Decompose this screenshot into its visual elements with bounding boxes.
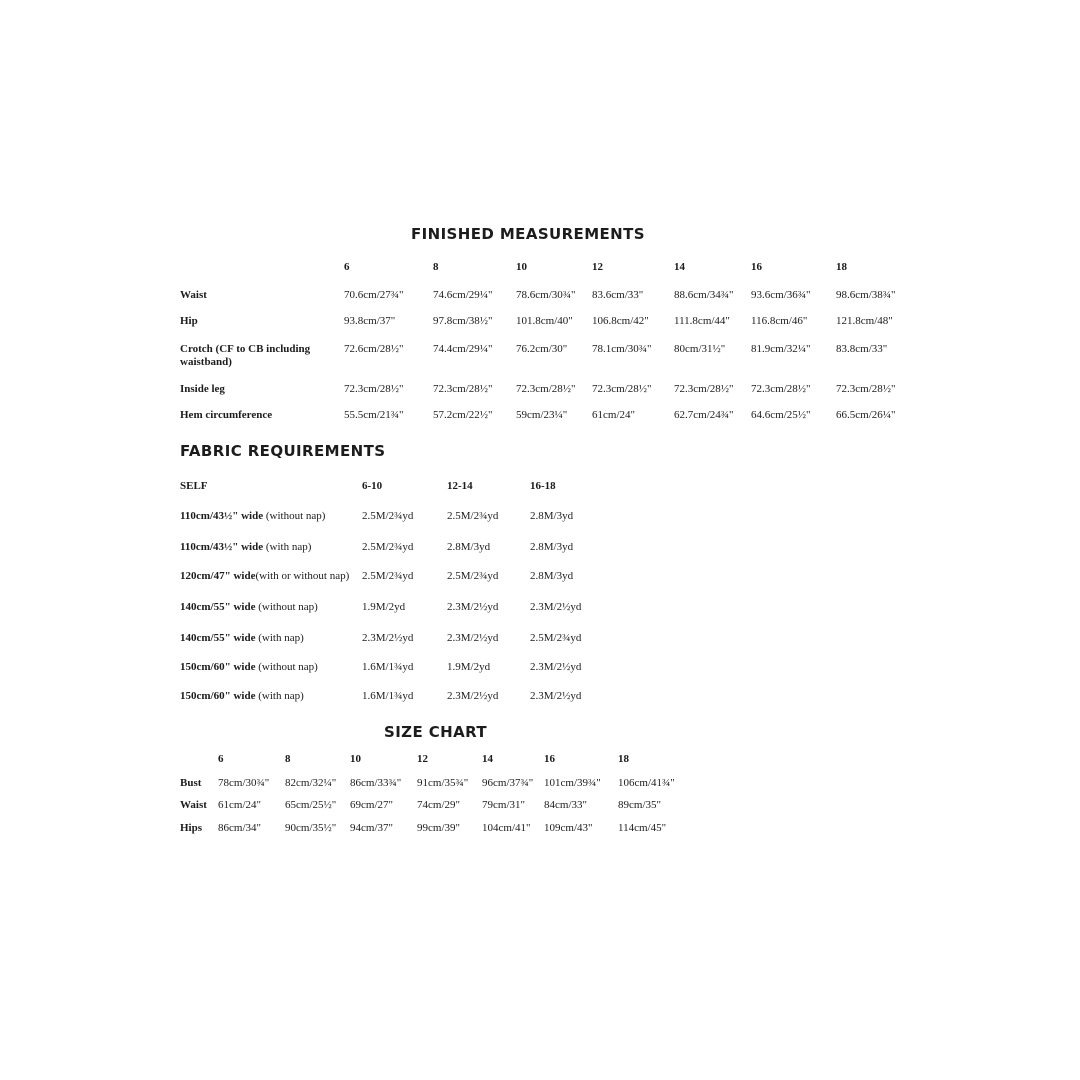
fr-row-label: [180, 632, 304, 645]
fr-cell: 2.8M/3yd: [447, 541, 491, 553]
fm-cell: 97.8cm/38½": [433, 315, 493, 327]
fr-cell: 1.6M/1¾yd: [362, 690, 414, 702]
fm-row-label: Hem circumference: [180, 409, 273, 421]
fm-size-header: 6: [344, 261, 350, 273]
sc-size-header: 16: [544, 753, 555, 765]
fm-size-header: 12: [592, 261, 603, 273]
fm-cell: 116.8cm/46": [751, 315, 808, 327]
fr-row-label: [180, 541, 311, 554]
fr-row-label: [180, 661, 318, 674]
fm-cell: 59cm/23¼": [516, 409, 568, 421]
sc-size-header: 18: [618, 753, 629, 765]
sc-size-header: 8: [285, 753, 291, 765]
fr-cell: 2.5M/2¾yd: [362, 570, 414, 582]
fr-cell: 2.3M/2½yd: [530, 690, 582, 702]
fr-nap: (with nap): [255, 690, 304, 702]
fr-cell: 1.6M/1¾yd: [362, 661, 414, 673]
fr-header: SELF: [180, 480, 208, 492]
fr-cell: 1.9M/2yd: [362, 601, 406, 613]
fr-cell: 2.3M/2½yd: [447, 632, 499, 644]
fr-cell: 2.3M/2½yd: [362, 632, 414, 644]
sc-size-header: 10: [350, 753, 361, 765]
sc-cell: 86cm/33¾": [350, 777, 402, 789]
fr-width: 140cm/55" wide: [180, 632, 256, 644]
fm-cell: 57.2cm/22½": [433, 409, 493, 421]
fm-cell: 70.6cm/27¾": [344, 289, 404, 301]
fr-nap: (with or without nap): [255, 570, 350, 582]
fm-cell: 66.5cm/26¼": [836, 409, 896, 421]
sc-cell: 74cm/29": [417, 799, 460, 811]
fm-cell: 78.1cm/30¾": [592, 343, 652, 355]
fr-header: 16-18: [530, 480, 556, 492]
fr-width: 110cm/43½" wide: [180, 510, 264, 522]
fr-width: 150cm/60" wide: [180, 690, 256, 702]
fr-cell: 2.5M/2¾yd: [447, 510, 499, 522]
fm-cell: 88.6cm/34¾": [674, 289, 734, 301]
fm-cell: 111.8cm/44": [674, 315, 730, 327]
fm-row-label: Inside leg: [180, 383, 225, 395]
fr-row-label: [180, 570, 349, 583]
sc-size-header: 14: [482, 753, 493, 765]
fr-row-label: [180, 601, 318, 614]
fm-cell: 78.6cm/30¾": [516, 289, 576, 301]
fm-row-label: Waist: [180, 289, 207, 301]
sc-cell: 69cm/27": [350, 799, 393, 811]
fm-cell: 76.2cm/30": [516, 343, 568, 355]
fr-nap: (with nap): [255, 632, 304, 644]
sc-cell: 78cm/30¾": [218, 777, 270, 789]
fr-cell: 2.3M/2½yd: [530, 661, 582, 673]
sc-cell: 65cm/25½": [285, 799, 337, 811]
fr-cell: 2.8M/3yd: [530, 570, 574, 582]
fm-cell: 72.3cm/28½": [592, 383, 652, 395]
fm-cell: 121.8cm/48": [836, 315, 893, 327]
fm-cell: 74.6cm/29¼": [433, 289, 493, 301]
fr-width: 120cm/47" wide: [180, 570, 256, 582]
fr-cell: 2.3M/2½yd: [447, 601, 499, 613]
fm-cell: 61cm/24": [592, 409, 635, 421]
sc-cell: 84cm/33": [544, 799, 587, 811]
fm-cell: 64.6cm/25½": [751, 409, 811, 421]
fr-nap: (without nap): [263, 510, 326, 522]
fm-cell: 72.3cm/28½": [344, 383, 404, 395]
sc-cell: 106cm/41¾": [618, 777, 675, 789]
size-chart-title: SIZE CHART: [384, 723, 488, 741]
fr-width: 110cm/43½" wide: [180, 541, 264, 553]
fr-header: 6-10: [362, 480, 383, 492]
fr-width: 150cm/60" wide: [180, 661, 256, 673]
fm-cell: 93.8cm/37": [344, 315, 396, 327]
sc-cell: 104cm/41": [482, 822, 531, 834]
sc-row-label: Waist: [180, 799, 207, 811]
fm-size-header: 16: [751, 261, 762, 273]
sc-cell: 91cm/35¾": [417, 777, 469, 789]
fm-row-label: Crotch (CF to CB including waistband): [180, 343, 311, 368]
fm-cell: 83.8cm/33": [836, 343, 888, 355]
fr-cell: 2.5M/2¾yd: [530, 632, 582, 644]
sc-cell: 86cm/34": [218, 822, 261, 834]
sc-cell: 90cm/35½": [285, 822, 337, 834]
fm-size-header: 14: [674, 261, 685, 273]
fm-cell: 81.9cm/32¼": [751, 343, 811, 355]
sc-cell: 89cm/35": [618, 799, 661, 811]
fr-cell: 2.5M/2¾yd: [362, 541, 414, 553]
fm-cell: 72.3cm/28½": [836, 383, 896, 395]
fr-cell: 2.3M/2½yd: [447, 690, 499, 702]
fm-cell: 93.6cm/36¾": [751, 289, 811, 301]
fr-cell: 2.3M/2½yd: [530, 601, 582, 613]
sc-cell: 99cm/39": [417, 822, 460, 834]
fm-size-header: 8: [433, 261, 439, 273]
fr-cell: 2.5M/2¾yd: [447, 570, 499, 582]
fabric-requirements-title: FABRIC REQUIREMENTS: [180, 442, 386, 460]
fm-cell: 80cm/31½": [674, 343, 726, 355]
fm-cell: 72.6cm/28½": [344, 343, 404, 355]
fr-nap: (with nap): [263, 541, 312, 553]
fr-row-label: [180, 510, 325, 523]
fm-cell: 72.3cm/28½": [751, 383, 811, 395]
sc-cell: 61cm/24": [218, 799, 261, 811]
fm-cell: 55.5cm/21¾": [344, 409, 404, 421]
sc-size-header: 12: [417, 753, 428, 765]
fm-cell: 72.3cm/28½": [433, 383, 493, 395]
fr-cell: 1.9M/2yd: [447, 661, 491, 673]
fm-row-label: Hip: [180, 315, 198, 327]
fr-nap: (without nap): [255, 661, 318, 673]
fr-width: 140cm/55" wide: [180, 601, 256, 613]
fm-size-header: 10: [516, 261, 527, 273]
fm-cell: 74.4cm/29¼": [433, 343, 493, 355]
sc-cell: 82cm/32¼": [285, 777, 337, 789]
sc-cell: 94cm/37": [350, 822, 393, 834]
sc-size-header: 6: [218, 753, 224, 765]
fm-cell: 101.8cm/40": [516, 315, 573, 327]
sc-cell: 79cm/31": [482, 799, 525, 811]
fr-cell: 2.8M/3yd: [530, 541, 574, 553]
finished-measurements-title: FINISHED MEASUREMENTS: [411, 225, 645, 243]
fr-nap: (without nap): [255, 601, 318, 613]
sc-cell: 114cm/45": [618, 822, 667, 834]
fr-cell: 2.8M/3yd: [530, 510, 574, 522]
sc-cell: 96cm/37¾": [482, 777, 534, 789]
fr-header: 12-14: [447, 480, 473, 492]
fr-cell: 2.5M/2¾yd: [362, 510, 414, 522]
fm-cell: 72.3cm/28½": [516, 383, 576, 395]
sc-cell: 101cm/39¾": [544, 777, 601, 789]
fm-cell: 83.6cm/33": [592, 289, 644, 301]
fr-row-label: [180, 690, 304, 703]
sc-row-label: Bust: [180, 777, 202, 789]
fm-size-header: 18: [836, 261, 847, 273]
fm-cell: 106.8cm/42": [592, 315, 649, 327]
fm-cell: 62.7cm/24¾": [674, 409, 734, 421]
sc-row-label: Hips: [180, 822, 203, 834]
fm-cell: 98.6cm/38¾": [836, 289, 896, 301]
sc-cell: 109cm/43": [544, 822, 593, 834]
fm-cell: 72.3cm/28½": [674, 383, 734, 395]
